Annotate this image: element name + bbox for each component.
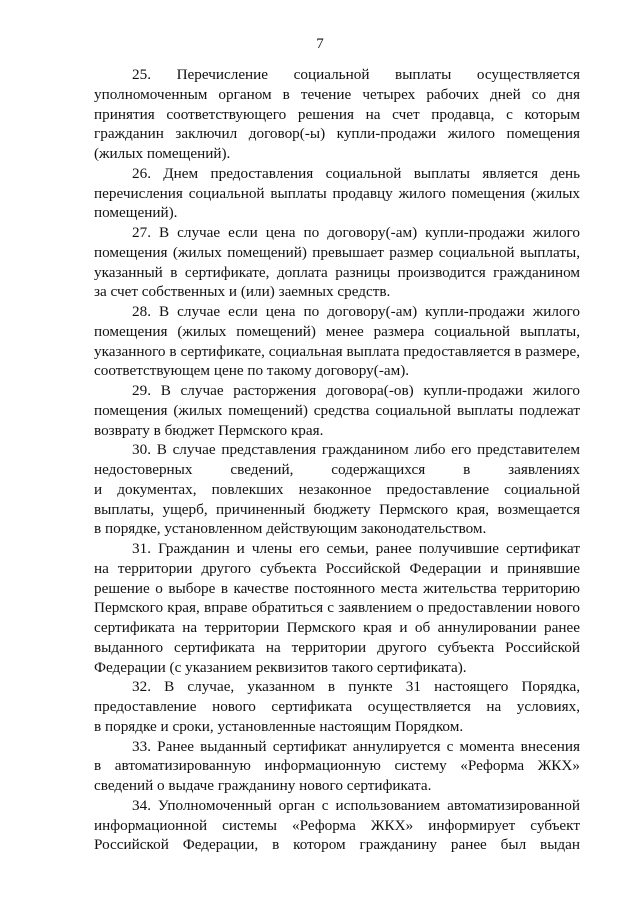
paragraph-25 [94,65,580,164]
page-number: 7 [316,36,324,52]
text-line: 30. В случае представления гражданином либо его представителем [132,441,580,459]
text-line: помещения (жилых помещений) менее размера социальной выплаты, [94,322,580,340]
text-line: сведений о выдаче гражданину нового сертификата. [94,777,432,794]
text-line: и документах, повлекших незаконное предоставление социальной [94,480,580,498]
text-line: в порядке и сроки, установленные настоящим Порядком. [94,717,464,735]
paragraph-28 [94,302,580,381]
text-line: 32. В случае, указанном в пункте 31 настоящего Порядка, [132,678,580,696]
text-line: 33. Ранее выданный сертификат аннулируется с момента внесения [132,737,580,755]
text-line: Российской Федерации, в котором гражданину ранее был выдан [94,836,580,854]
text-line: помещений). [94,204,178,222]
text-line: решение о выборе в качестве постоянного места жительства территорию [94,579,580,597]
text-line: в автоматизированную информационную систему «Реформа ЖКХ» [94,757,580,775]
text-line: помещения (жилых помещений) превышает размер социальной выплаты, [94,243,580,261]
text-line: указанный в сертификате, доплата разницы производится гражданином [94,263,580,281]
text-line: возврату в бюджет Пермского края. [94,421,324,439]
text-line: информационной системы «Реформа ЖКХ» информирует субъект [94,816,580,834]
text-line: 27. В случае если цена по договору(-ам) купли-продажи жилого [132,224,580,241]
text-line: уполномоченным органом в течение четырех рабочих дней со дня [94,85,580,103]
text-line: выплаты, ущерб, причиненный бюджету Пермского края, возмещается [94,500,580,518]
text-line: на территории другого субъекта Российской Федерации и принявшие [94,559,580,577]
text-line: перечисления социальной выплаты продавцу жилого помещения (жилых [94,184,580,202]
text-line: 26. Днем предоставления социальной выплаты является день [132,164,580,182]
document-body [94,65,580,855]
text-line: 31. Гражданин и члены его семьи, ранее получившие сертификат [132,540,580,557]
paragraph-30 [94,440,580,539]
paragraph-34 [94,796,580,855]
text-line: выданного сертификата на территории другого субъекта Российской [94,638,580,656]
paragraph-27 [94,223,580,302]
text-line: недостоверных сведений, содержащихся в заявлениях [94,461,580,478]
paragraph-33 [94,737,580,796]
text-line: гражданин заключил договор(-ы) купли-продажи жилого помещения [94,125,580,143]
text-line: принятия соответствующего решения на счет продавца, с которым [94,105,580,123]
text-line: (жилых помещений). [94,145,231,162]
paragraph-31 [94,539,580,677]
text-line: 25. Перечисление социальной выплаты осуществляется [132,66,580,83]
text-line: в порядке, установленном действующим законодательством. [94,520,487,538]
text-line: 28. В случае если цена по договору(-ам) купли-продажи жилого [132,303,580,320]
text-line: Федерации (с указанием реквизитов такого сертификата). [94,658,467,676]
text-line: за счет собственных и (или) заемных средств. [94,283,391,301]
text-line: предоставление нового сертификата осуществляется на условиях, [94,698,580,715]
text-line: соответствующем цене по такому договору(-ам). [94,362,410,380]
text-line: 34. Уполномоченный орган с использованием автоматизированной [132,796,580,814]
paragraph-32 [94,677,580,736]
paragraph-29 [94,381,580,440]
text-line: сертификата на территории Пермского края и об аннулировании ранее [94,619,580,636]
paragraph-26 [94,164,580,223]
text-line: 29. В случае расторжения договора(-ов) купли-продажи жилого [132,382,580,399]
text-line: помещения (жилых помещений) средства социальной выплаты подлежат [94,401,580,419]
text-line: указанного в сертификате, социальная выплата предоставляется в размере, [94,342,580,360]
text-line: Пермского края, вправе обратиться с заявлением о предоставлении нового [94,599,580,617]
